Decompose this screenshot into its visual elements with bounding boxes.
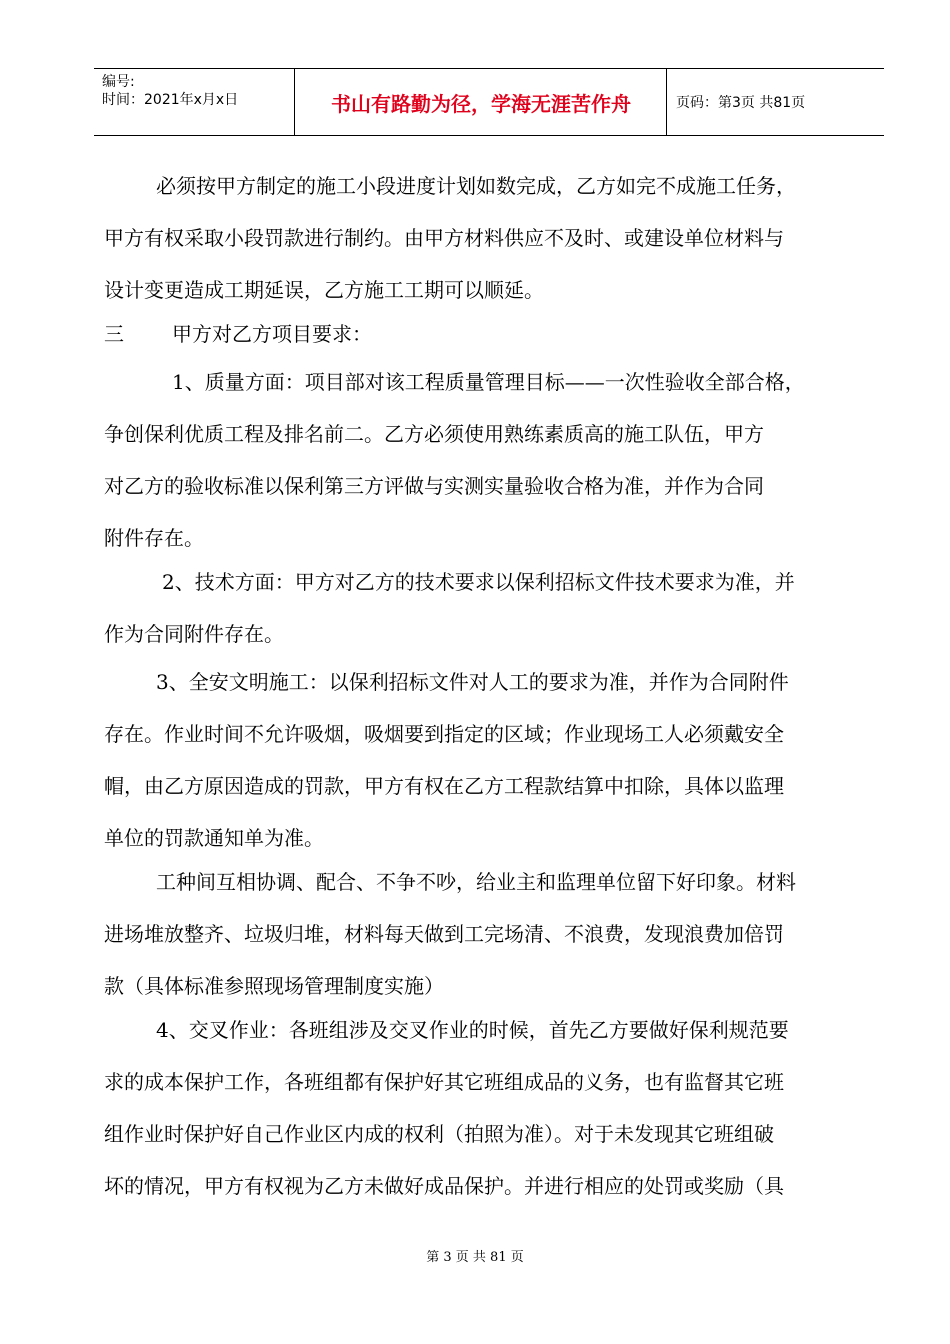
section-heading — [104, 308, 884, 360]
text-line: 甲方有权采取小段罚款进行制约。由甲方材料供应不及时、或建设单位材料与 — [104, 226, 784, 250]
text-line: 1、质量方面：项目部对该工程质量管理目标——一次性验收全部合格， — [172, 370, 805, 394]
text-line: 作为合同附件存在。 — [104, 622, 284, 646]
header-page-info: 页码：第3页 共81页 — [676, 95, 806, 111]
document-number-label: 编号: — [102, 74, 135, 90]
document-time-label: 时间：2021年x月x日 — [102, 92, 239, 108]
text-line: 工种间互相协调、配合、不争不吵，给业主和监理单位留下好印象。材料 — [156, 870, 796, 894]
text-line: 进场堆放整齐、垃圾归堆，材料每天做到工完场清、不浪费，发现浪费加倍罚 — [104, 922, 784, 946]
text-line: 2、技术方面：甲方对乙方的技术要求以保利招标文件技术要求为准，并 — [162, 570, 795, 594]
page-footer: 第 3 页 共 81 页 — [426, 1250, 524, 1265]
header-meta — [102, 73, 238, 109]
paragraph-safety — [104, 656, 884, 864]
paragraph-cross-work — [104, 1004, 884, 1212]
text-line: 单位的罚款通知单为准。 — [104, 826, 324, 850]
paragraph-quality — [104, 356, 884, 564]
paragraph-schedule — [104, 160, 884, 316]
text-line: 设计变更造成工期延误，乙方施工工期可以顺延。 — [104, 278, 544, 302]
section-number: 三 — [104, 322, 124, 346]
text-line: 对乙方的验收标准以保利第三方评做与实测实量验收合格为准，并作为合同 — [104, 474, 764, 498]
text-line: 必须按甲方制定的施工小段进度计划如数完成，乙方如完不成施工任务， — [156, 174, 796, 198]
text-line: 组作业时保护好自己作业区内成的权利（拍照为准）。对于未发现其它班组破 — [104, 1122, 774, 1146]
text-line: 附件存在。 — [104, 526, 204, 550]
text-line: 帽，由乙方原因造成的罚款，甲方有权在乙方工程款结算中扣除，具体以监理 — [104, 774, 784, 798]
header-divider — [294, 69, 295, 135]
section-heading-line — [104, 308, 884, 360]
text-line: 款（具体标准参照现场管理制度实施） — [104, 974, 444, 998]
section-title: 甲方对乙方项目要求： — [172, 322, 372, 346]
paragraph-technology — [104, 556, 884, 660]
header-motto: 书山有路勤为径，学海无涯苦作舟 — [331, 91, 631, 116]
text-line: 争创保利优质工程及排名前二。乙方必须使用熟练素质高的施工队伍，甲方 — [104, 422, 764, 446]
text-line: 存在。作业时间不允许吸烟，吸烟要到指定的区域；作业现场工人必须戴安全 — [104, 722, 784, 746]
page-header — [94, 68, 884, 136]
paragraph-coordination — [104, 856, 884, 1012]
text-line: 4、交叉作业：各班组涉及交叉作业的时候，首先乙方要做好保利规范要 — [156, 1018, 789, 1042]
header-divider — [666, 69, 667, 135]
text-line: 3、全安文明施工：以保利招标文件对人工的要求为准，并作为合同附件 — [156, 670, 789, 694]
text-line: 求的成本保护工作，各班组都有保护好其它班组成品的义务，也有监督其它班 — [104, 1070, 784, 1094]
text-line: 坏的情况，甲方有权视为乙方未做好成品保护。并进行相应的处罚或奖励（具 — [104, 1174, 784, 1198]
